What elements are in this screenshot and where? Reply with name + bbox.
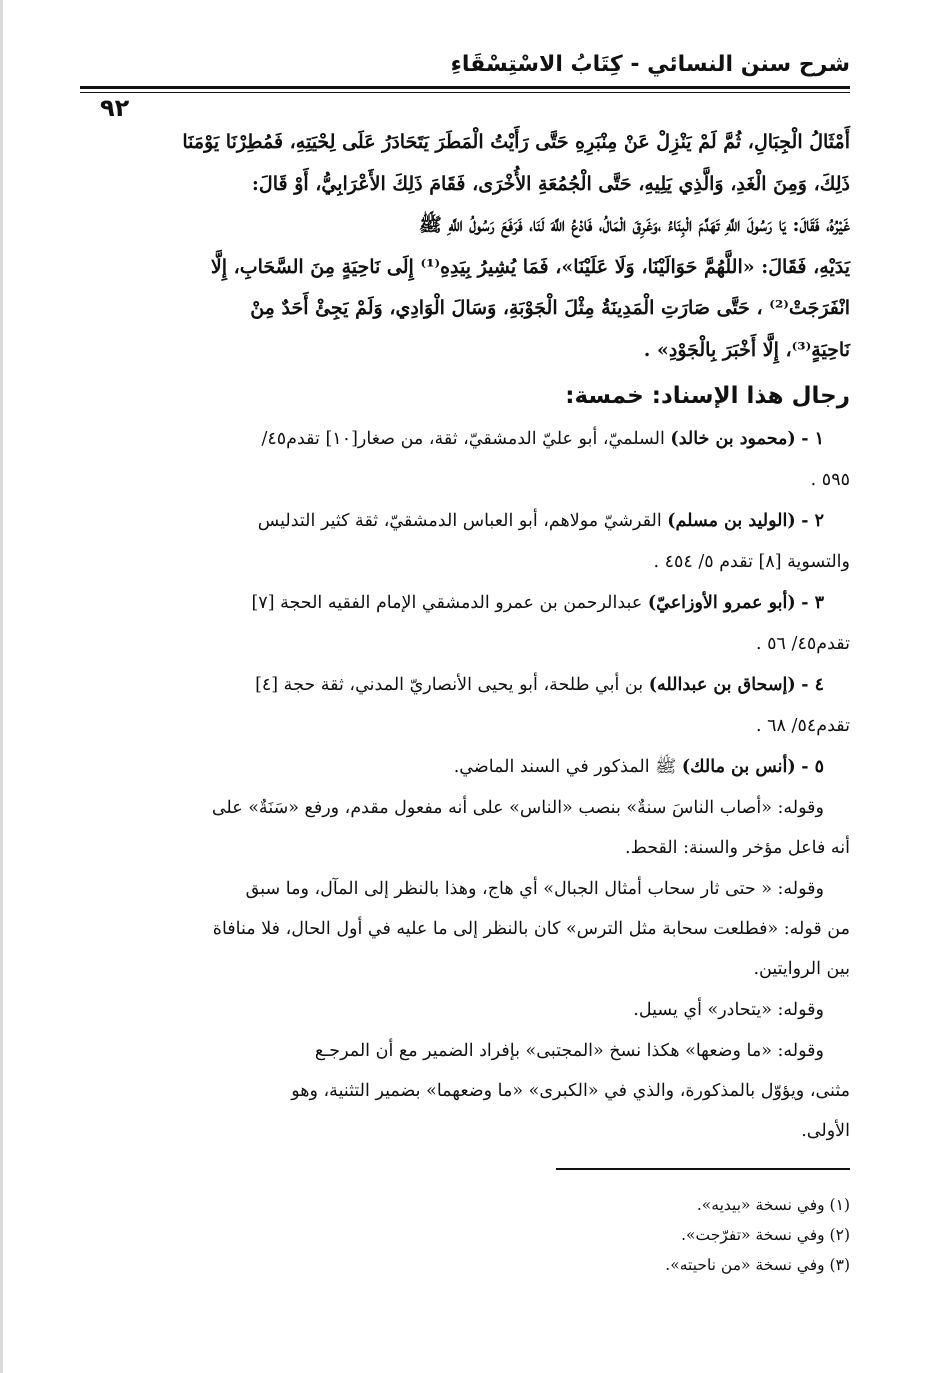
narrator-continuation: والتسوية [٨] تقدم ٥/ ٤٥٤ . [653,552,850,572]
narrator-continuation: تقدم٥٤/ ٦٨ . [756,716,850,736]
hadith-line: انْفَرَجَتْ⁽²⁾ ، حَتَّى صَارَتِ الْمَدِينَةُ مِثْلَ الْجَوْبَةِ، وَسَالَ الْوَادِي، وَلَمْ يَجِئْ أَحَدٌ مِنْ [250,297,850,319]
narrator-number: ٣ - [801,593,824,613]
narrator-description: السلميّ، أبو عليّ الدمشقيّ، ثقة، من صغار[١٠] تقدم٤٥/ [261,429,671,449]
hadith-line: غَيْرُهُ، فَقَالَ: يَا رَسُولَ اللَّهِ تَهَدَّمَ الْبِنَاءُ ،وَغَرِقَ الْمَالُ، فَادْعُ اللَّهَ لَنَا، فَرَفَعَ رَسُولُ اللَّهِ ﷺ [418,214,850,236]
footnote: (٢) وفي نسخة «تفرّجت». [681,1226,850,1244]
narrator-number: ٥ - [801,757,824,777]
footnote: (٣) وفي نسخة «من ناحيته». [665,1256,850,1274]
hadith-line: أَمْثَالُ الْجِبَالِ، ثُمَّ لَمْ يَنْزِلْ عَنْ مِنْبَرِهِ حَتَّى رَأَيْتُ الْمَطَرَ يَتَحَادَرُ عَلَى لِحْيَتِهِ، فَمُطِرْنَا يَوْمَنَا [182,131,850,153]
footnote-separator [556,1168,850,1170]
footnote: (١) وفي نسخة «بيديه». [696,1196,850,1214]
narrator-continuation: تقدم٤٥/ ٥٦ . [756,634,850,654]
narrator-name: (الوليد بن مسلم) [667,511,796,531]
hadith-line: ذَلِكَ، وَمِنَ الْغَدِ، وَالَّذِي يَلِيهِ، حَتَّى الْجُمُعَةِ الأُخْرَى، فَقَامَ ذَلِكَ الأَعْرَابِيُّ، أَوْ قَالَ: [251,172,850,195]
narrator-name: (أبو عمرو الأوزاعيّ) [647,593,796,613]
main-text [80,122,850,1152]
narrator-name: (إسحاق بن عبدالله) [648,675,796,695]
narrator-entry [80,583,850,623]
narrator-name: (محمود بن خالد) [670,429,796,449]
commentary-paragraph [80,788,850,868]
narrator-number: ١ - [801,429,824,449]
narrator-description: بن أبي طلحة، أبو يحيى الأنصاريّ المدني، ثقة حجة [٤] [255,675,649,695]
narrator-continuation: ٥٩٥ . [810,470,850,490]
narrator-entry [80,419,850,459]
commentary-paragraph [80,1031,850,1151]
header-rule-thick [80,86,850,89]
hadith-line: نَاحِيَةٍ⁽³⁾، إِلَّا أَخْبَرَ بِالْجَوْدِ» . [643,338,850,361]
narrator-number: ٢ - [801,511,824,531]
header-rule-thin [80,92,850,93]
narrator-description: عبدالرحمن بن عمرو الدمشقي الإمام الفقيه الحجة [٧] [251,593,648,613]
commentary-line: بين الروايتين. [753,959,850,979]
commentary-line: وقوله: «ما وضعها» هكذا نسخ «المجتبى» بإفراد الضمير مع أن المرجـع [314,1041,824,1061]
footnotes [80,1190,850,1280]
narrator-entry [80,501,850,541]
commentary-paragraph [80,869,850,989]
commentary-line: الأولى. [801,1121,850,1141]
commentary-line: مثنى، ويؤوّل بالمذكورة، والذي في «الكبرى» «ما وضعهما» بضمير التثنية، وهو [291,1081,850,1101]
page-edge [0,0,3,1373]
page-number: ٩٢ [94,94,135,122]
narrator-name: (أنس بن مالك) [681,757,796,777]
narrator-number: ٤ - [801,675,824,695]
commentary-line: وقوله: «يتحادر» أي يسيل. [633,1000,824,1020]
hadith-line: يَدَيْهِ، فَقَالَ: «اللَّهُمَّ حَوَالَيْنَا، وَلَا عَلَيْنَا»، فَمَا يُشِيرُ بِيَدِهِ⁽¹⁾ إِلَى نَاحِيَةٍ مِنَ السَّحَابِ، إِلَّا [210,255,850,278]
narrator-entry [80,665,850,705]
commentary-line: وقوله: «أصاب الناسَ سنةٌ» بنصب «الناس» على أنه مفعول مقدم، ورفع «سَنَةٌ» على [211,798,824,818]
commentary-line: وقوله: « حتى ثار سحاب أمثال الجبال» أي هاج، وهذا بالنظر إلى المآل، وما سبق [245,879,824,899]
section-heading: رجال هذا الإسناد: خمسة: [565,383,850,409]
commentary-line: من قوله: «فطلعت سحابة مثل الترس» كان بالنظر إلى ما عليه في أول الحال، فلا منافاة [212,919,850,939]
running-head [80,52,850,122]
narrator-entry [80,747,850,787]
narrator-description: القرشيّ مولاهم، أبو العباس الدمشقيّ، ثقة كثير التدليس [257,511,668,531]
hadith-text [80,122,850,371]
narrator-description: ﷺ المذكور في السند الماضي. [453,757,682,777]
commentary-line: أنه فاعل مؤخر والسنة: القحط. [625,838,850,858]
book-title: شرح سنن النسائي - كِتَابُ الاسْتِسْقَاءِ [450,52,850,77]
commentary-paragraph [80,990,850,1030]
